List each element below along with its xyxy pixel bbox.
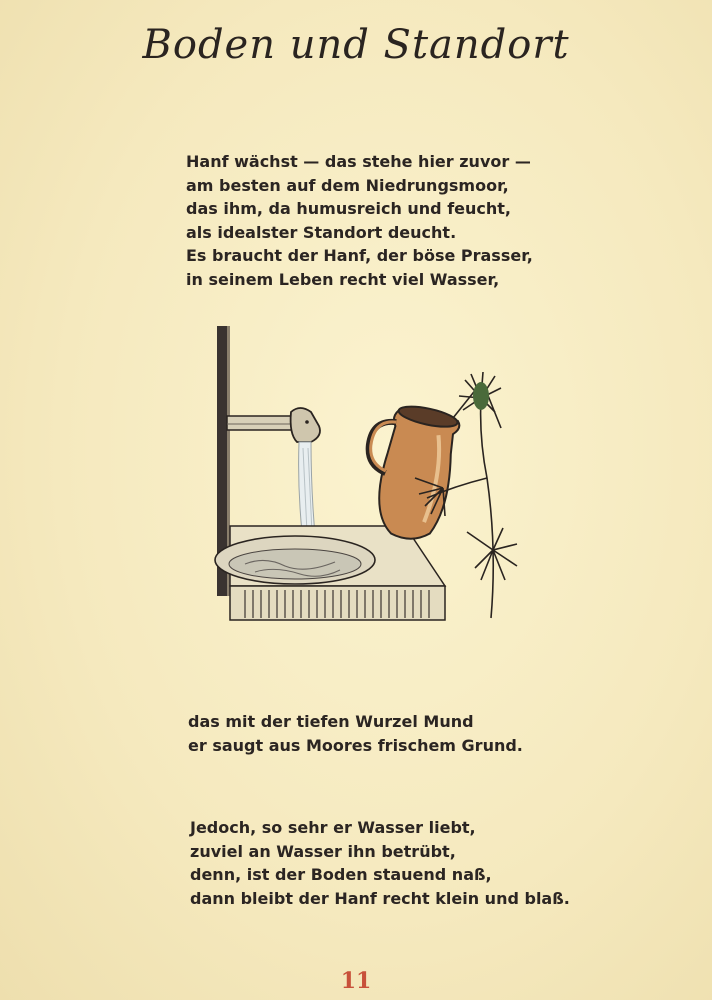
- verse-line: denn, ist der Boden stauend naß,: [190, 865, 492, 884]
- verse-line: in seinem Leben recht viel Wasser,: [186, 269, 500, 289]
- verse-line: zuviel an Wasser ihn betrübt,: [190, 841, 456, 861]
- verse-line: er saugt aus Moores frischem Grund.: [188, 735, 523, 755]
- page-title: Boden und Standort: [142, 22, 570, 68]
- hemp-plant-drinking-from-jug-at-water-tap-icon: [205, 318, 535, 638]
- page-number: 11: [340, 968, 372, 994]
- verse-line: Hanf wächst — das stehe hier zuvor —: [186, 152, 531, 171]
- stanza-1: [186, 150, 533, 291]
- stanza-3: [190, 816, 570, 910]
- verse-line: dann bleibt der Hanf recht klein und blaß.: [190, 888, 570, 908]
- verse-line: das ihm, da humusreich und feucht,: [186, 199, 512, 218]
- verse-line: Jedoch, so sehr er Wasser liebt,: [190, 818, 476, 837]
- verse-line: Es braucht der Hanf, der böse Prasser,: [186, 246, 533, 265]
- verse-line: am besten auf dem Niedrungsmoor,: [186, 175, 509, 195]
- verse-line: das mit der tiefen Wurzel Mund: [188, 712, 474, 731]
- verse-line: als idealster Standort deucht.: [186, 222, 457, 242]
- stanza-2: [188, 710, 523, 757]
